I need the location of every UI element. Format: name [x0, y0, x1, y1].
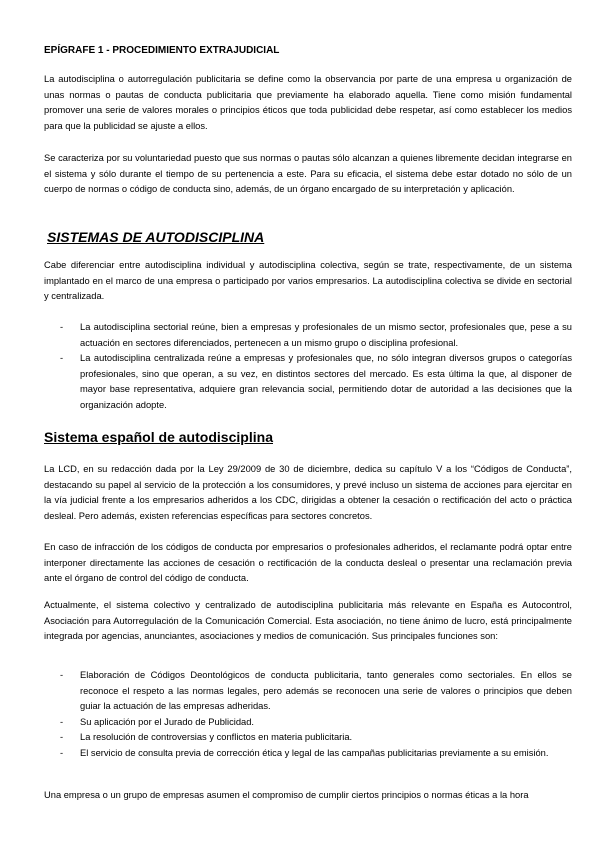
intro-paragraph-2: Se caracteriza por su voluntariedad puesto que sus normas o pautas sólo alcanzan a quienes libremente decidan integrarse en el sistema y sólo durante el tiempo de su pertenencia a este. Para su eficacia, el sistema debe estar dotado no sólo de un cuerpo de normas o código de conducta sino, además, de un órgano encargado de su interpretación y aplicación. — [44, 153, 572, 195]
intro-paragraph-1: La autodisciplina o autorregulación publicitaria se define como la observancia por parte de una empresa u organización de unas normas o pautas de conducta publicitaria que previamente ha elaborado aquella. Tiene como misión fundamental promover una serie de valores morales o principios éticos que toda publicidad debe respetar, así como establecer los medios para que la publicidad se ajuste a ellos. — [44, 74, 572, 131]
list-item: - La autodisciplina sectorial reúne, bien a empresas y profesionales de un mismo sector, profesionales que, pese a su actuación en sectores diferenciados, pertenecen a un mismo grupo o disciplina profesional. — [60, 320, 572, 351]
section2-paragraph-1: La LCD, en su redacción dada por la Ley 29/2009 de 30 de diciembre, dedica su capítulo V a los “Códigos de Conducta”, destacando su papel al servicio de la protección a los consumidores, y prevé incluso un sistema de acciones para ejercitar en la vía judicial frente a los empresarios adheridos a los CDC, dirigidas a obtener la cesación o rectificación del acto o práctica desleal. Pero además, existen referencias específicas para sectores concretos. — [44, 464, 572, 521]
list-item: - Su aplicación por el Jurado de Publicidad. — [60, 715, 572, 731]
section2-paragraph-3: Actualmente, el sistema colectivo y centralizado de autodisciplina publicitaria más relevante en España es Autocontrol, Asociación para Autorregulación de la Comunicación Comercial. Esta asociación, no tiene ánimo de lucro, está principalmente integrada por agencias, anunciantes, asociaciones y medios de comunicación. Sus principales funciones son: — [44, 600, 572, 642]
list-item: - La autodisciplina centralizada reúne a empresas y profesionales que, no sólo integran diversos grupos o categorías profesionales, sino que operan, a su vez, en distintos sectores del mercado. Es esta última la que, al disponer de mayor base representativa, adquiere gran relevancia social, permitiendo dotar de autoridad a las decisiones que la organización adopte. — [60, 351, 572, 413]
section2-paragraph-4: Una empresa o un grupo de empresas asumen el compromiso de cumplir ciertos principios o normas éticas a la hora — [44, 790, 529, 800]
list-item: - El servicio de consulta previa de corrección ética y legal de las campañas publicitarias previamente a su emisión. — [60, 746, 572, 762]
section2-paragraph-2: En caso de infracción de los códigos de conducta por empresarios o profesionales adheridos, el reclamante podrá optar entre interponer directamente las acciones de cesación o rectificación de la conducta desleal o presentar una reclamación previa ante el órgano de control del código de conducta. — [44, 542, 572, 584]
section1-list — [60, 320, 572, 414]
section-heading-sistema-espanol: Sistema español de autodisciplina — [44, 429, 273, 445]
section-heading-sistemas: SISTEMAS DE AUTODISCIPLINA — [47, 229, 265, 245]
list-item: - La resolución de controversias y conflictos en materia publicitaria. — [60, 730, 572, 746]
section2-list — [60, 668, 572, 762]
list-item: - Elaboración de Códigos Deontológicos de conducta publicitaria, tanto generales como sectoriales. En ellos se reconoce el respeto a las normas legales, pero además se reconocen una serie de valores o principios que deben guiar la actuación de las empresas adheridas. — [60, 668, 572, 715]
document-title: EPÍGRAFE 1 - PROCEDIMIENTO EXTRAJUDICIAL — [44, 45, 280, 56]
section1-paragraph: Cabe diferenciar entre autodisciplina individual y autodisciplina colectiva, según se trate, respectivamente, de un sistema implantado en el marco de una empresa o participado por varios empresarios. La autodisciplina colectiva se divide en sectorial y centralizada. — [44, 260, 572, 302]
